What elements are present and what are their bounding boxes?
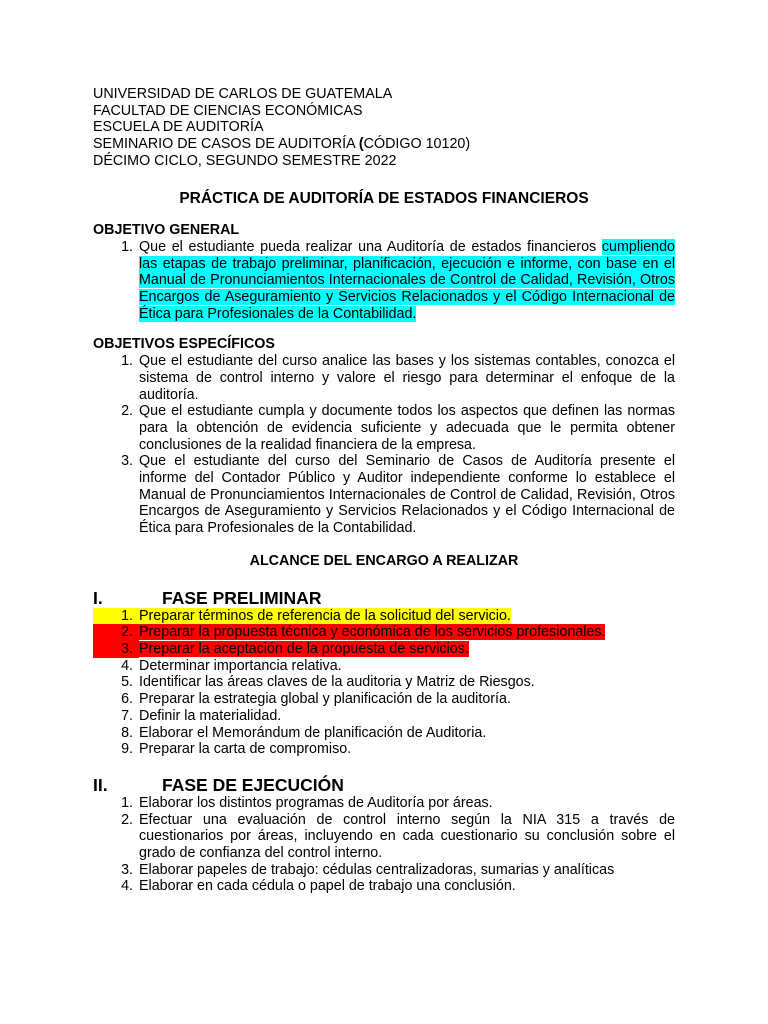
- list-text: Elaborar los distintos programas de Auditoría por áreas.: [139, 794, 493, 811]
- fase-ejecucion-list: [93, 795, 675, 895]
- list-number: 2.: [121, 624, 133, 641]
- list-number: 3.: [121, 861, 133, 878]
- fase-preliminar-heading: [93, 588, 675, 608]
- course-name-text: SEMINARIO DE CASOS DE AUDITORÍA: [93, 136, 359, 153]
- document-header: [93, 86, 675, 170]
- list-text: [139, 624, 675, 641]
- list-number: 2.: [121, 811, 133, 828]
- cycle-semester: DÉCIMO CICLO, SEGUNDO SEMESTRE 2022: [93, 152, 397, 169]
- objetivo-general-list: [93, 239, 675, 323]
- alcance-heading: ALCANCE DEL ENCARGO A REALIZAR: [249, 552, 519, 569]
- objetivos-especificos-list: [93, 353, 675, 537]
- list-item: [93, 674, 675, 691]
- list-number: 8.: [121, 724, 133, 741]
- highlighted-text: cumpliendo las etapas de trabajo preliminar, planificación, ejecución e informe, con base en el Manual de Pronunciamientos Internacionales de Control de Calidad, Revisión, Otros Encargos de Aseguramiento y Servicios Relacionados y el Código Internacional de Ética para Profesionales de la Contabilidad.: [139, 238, 675, 322]
- list-text: [139, 239, 675, 323]
- highlighted-text: Preparar la propuesta técnica y económica de los servicios profesionales.: [139, 624, 606, 641]
- list-text: Definir la materialidad.: [139, 707, 282, 724]
- list-text: Elaborar en cada cédula o papel de trabajo una conclusión.: [139, 878, 516, 895]
- list-item: [93, 403, 675, 453]
- list-text-plain: Que el estudiante pueda realizar una Auditoría de estados financieros: [139, 238, 602, 255]
- university-name: UNIVERSIDAD DE CARLOS DE GUATEMALA: [93, 86, 393, 102]
- objetivo-general-heading: OBJETIVO GENERAL: [93, 222, 240, 239]
- faculty-name: FACULTAD DE CIENCIAS ECONÓMICAS: [93, 102, 363, 119]
- list-number: 5.: [121, 674, 133, 691]
- phase-title: FASE DE EJECUCIÓN: [162, 774, 344, 795]
- roman-numeral: II.: [93, 774, 108, 795]
- highlighted-text: Preparar la aceptación de la propuesta de servicios.: [139, 640, 469, 657]
- list-number: 1.: [121, 238, 133, 255]
- list-item: [93, 862, 675, 879]
- list-item: [93, 812, 675, 862]
- list-number: 4.: [121, 878, 133, 895]
- document-title: PRÁCTICA DE AUDITORÍA DE ESTADOS FINANCIEROS: [179, 189, 589, 207]
- list-text: Determinar importancia relativa.: [139, 657, 342, 674]
- list-number: 3.: [121, 640, 133, 657]
- fase-preliminar-list: [93, 608, 675, 758]
- list-item: [93, 708, 675, 725]
- course-name: [93, 136, 675, 153]
- list-text: Que el estudiante del curso del Seminario de Casos de Auditoría presente el informe del Contador Público y Auditor independiente conforme lo establece el Manual de Pronunciamientos Internacionales de Control de Calidad, Revisión, Otros Encargos de Aseguramiento y Servicios Relacionados y el Código Internacional de Ética para Profesionales de la Contabilidad.: [139, 453, 675, 537]
- fase-ejecucion-heading: [93, 775, 675, 795]
- list-text: Identificar las áreas claves de la auditoria y Matriz de Riesgos.: [139, 674, 535, 691]
- list-number: 4.: [121, 657, 133, 674]
- document-page: [93, 86, 675, 895]
- list-text: [139, 608, 675, 625]
- list-number: 9.: [121, 741, 133, 758]
- list-text: Efectuar una evaluación de control interno según la NIA 315 a través de cuestionarios por áreas, incluyendo en cada cuestionario su conclusión sobre el grado de confianza del control interno.: [139, 811, 675, 862]
- roman-numeral: I.: [93, 587, 103, 608]
- list-text: Preparar la estrategia global y planificación de la auditoría.: [139, 691, 511, 708]
- list-item: [93, 453, 675, 537]
- list-item: [93, 608, 675, 625]
- list-item: [93, 239, 675, 323]
- list-text: [139, 641, 675, 658]
- school-name: ESCUELA DE AUDITORÍA: [93, 119, 264, 136]
- list-item: [93, 353, 675, 403]
- list-text: Que el estudiante cumpla y documente todos los aspectos que definen las normas para la obtención de evidencia suficiente y adecuada que le permita obtener conclusiones de la realidad financiera de la empresa.: [139, 403, 675, 453]
- list-item: [93, 658, 675, 675]
- list-text: Elaborar papeles de trabajo: cédulas centralizadoras, sumarias y analíticas: [139, 861, 615, 878]
- highlighted-text: Preparar términos de referencia de la solicitud del servicio.: [139, 607, 511, 624]
- phase-title: FASE PRELIMINAR: [162, 587, 322, 608]
- list-number: 7.: [121, 707, 133, 724]
- list-number: 3.: [121, 453, 133, 470]
- list-number: 2.: [121, 403, 133, 420]
- list-item: [93, 878, 675, 895]
- course-code: CÓDIGO 10120): [363, 136, 471, 153]
- list-item: [93, 624, 675, 641]
- list-number: 1.: [121, 353, 133, 370]
- list-number: 1.: [121, 794, 133, 811]
- list-item: [93, 641, 675, 658]
- list-number: 1.: [121, 607, 133, 624]
- list-text: Preparar la carta de compromiso.: [139, 741, 352, 758]
- list-item: [93, 691, 675, 708]
- list-number: 6.: [121, 691, 133, 708]
- list-text: Que el estudiante del curso analice las bases y los sistemas contables, conozca el sistema de control interno y valore el riesgo para determinar el enfoque de la auditoría.: [139, 353, 675, 403]
- objetivos-especificos-heading: OBJETIVOS ESPECÍFICOS: [93, 336, 275, 353]
- list-item: [93, 795, 675, 812]
- list-item: [93, 725, 675, 742]
- list-item: [93, 741, 675, 758]
- list-text: Elaborar el Memorándum de planificación de Auditoria.: [139, 724, 487, 741]
- course-code-paren: (: [358, 136, 364, 153]
